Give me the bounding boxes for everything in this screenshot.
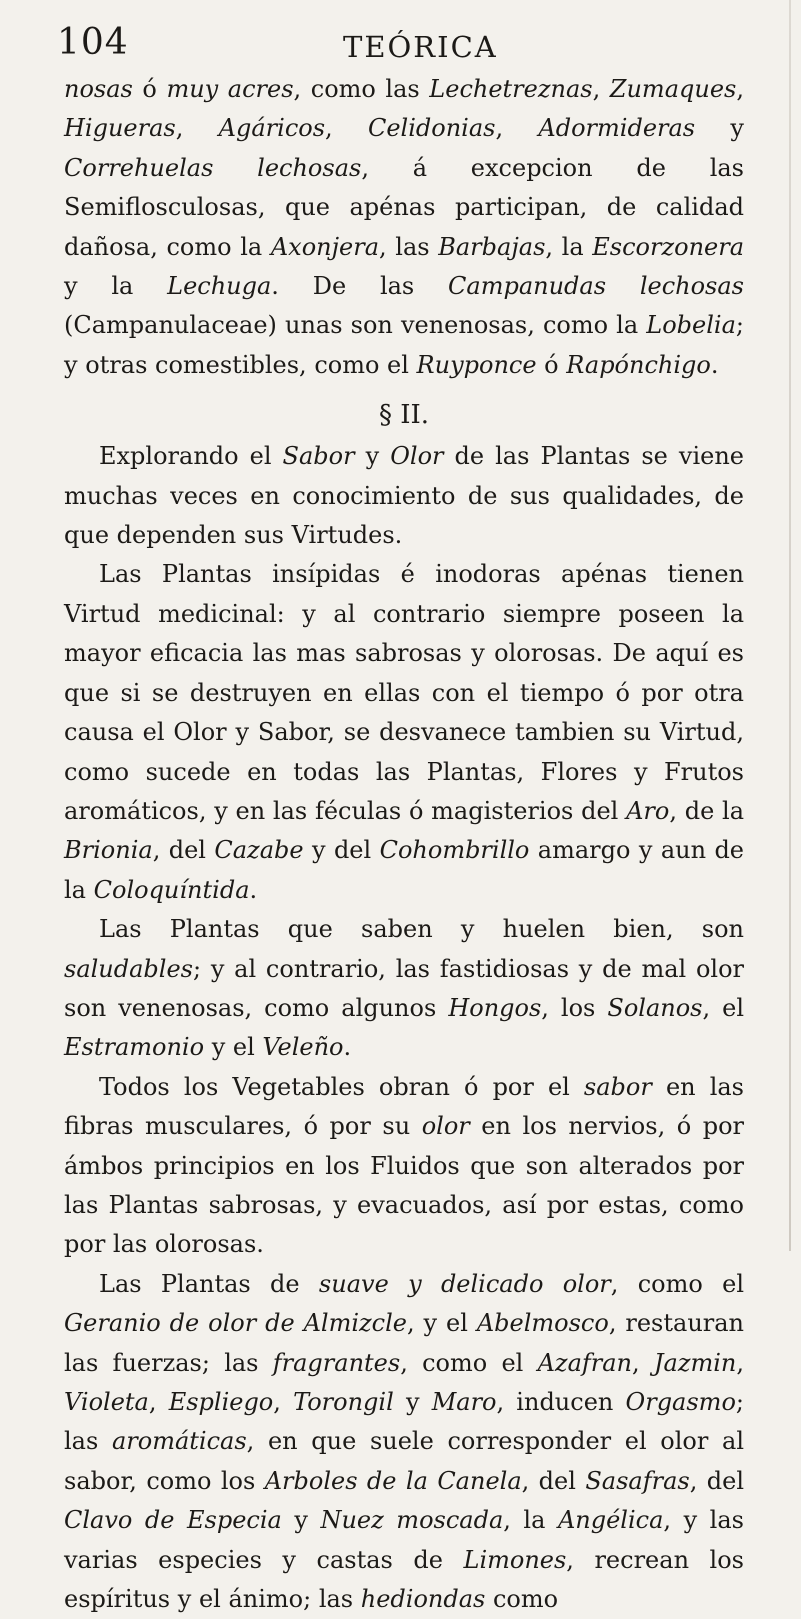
running-head: TEÓRICA	[343, 30, 498, 64]
text-run: amargo y aun de la	[64, 836, 745, 904]
italic-term: Maro	[431, 1388, 497, 1416]
italic-term: Axonjera	[270, 232, 380, 261]
text-run: , la	[503, 1506, 558, 1535]
italic-term: Zumaques	[609, 75, 737, 103]
italic-term: olor	[421, 1112, 470, 1141]
italic-term: Olor	[390, 442, 444, 471]
italic-term: suave y delicado olor	[318, 1269, 611, 1298]
italic-term: Veleño	[262, 1033, 344, 1062]
text-run: .	[710, 350, 719, 379]
italic-term: Jazmin	[653, 1348, 737, 1377]
page-number: 104	[57, 22, 129, 63]
italic-term: Clavo de Especia	[64, 1506, 282, 1535]
text-run: , como el	[400, 1348, 538, 1377]
italic-term: saludables	[64, 954, 193, 983]
text-run: , y las varias especies y castas de	[64, 1506, 744, 1574]
text-run: (Campanulaceae) unas son venenosas, como la	[64, 311, 647, 340]
italic-term: nosas	[64, 75, 133, 103]
text-run: , restauran las fuerzas; las	[64, 1309, 745, 1377]
text-run: en los nervios, ó por ámbos principios en los Fluidos que son alterados por las Plantas sabrosas, y evacuados, así por estas, como por las olorosas.	[64, 1112, 745, 1259]
text-run: ; y otras comestibles, como el	[64, 311, 744, 379]
text-run: , las	[379, 232, 439, 261]
italic-term: Sasafras	[585, 1466, 690, 1495]
text-run: y del	[303, 836, 380, 865]
paragraph-continuation	[64, 70, 744, 385]
text-run: , como el	[610, 1269, 744, 1298]
text-run: ,	[148, 1388, 169, 1416]
text-run: .	[249, 875, 258, 904]
text-run: ó	[132, 75, 167, 103]
italic-term: Solanos	[607, 993, 703, 1022]
italic-term: Barbajas	[438, 232, 546, 261]
italic-term: Correhuelas lechosas	[64, 153, 362, 182]
text-run: , de la	[669, 796, 745, 825]
text-run: , á excepcion de las Semiflosculosas, que apénas participan, de calidad dañosa, como la	[64, 153, 744, 261]
italic-term: Adormideras	[538, 114, 696, 143]
paragraph	[64, 1068, 744, 1265]
text-run: Todos los Vegetables obran ó por el	[99, 1072, 584, 1101]
text-run: ó	[536, 350, 567, 379]
text-run: , inducen	[496, 1388, 626, 1416]
italic-term: fragrantes	[272, 1348, 401, 1377]
italic-term: aromáticas	[111, 1427, 247, 1456]
paragraph	[64, 1265, 744, 1619]
text-run: .	[343, 1033, 352, 1062]
italic-term: Nuez moscada	[320, 1506, 504, 1535]
text-run: y el	[204, 1033, 263, 1062]
italic-term: Sabor	[282, 442, 355, 471]
paragraph	[64, 555, 744, 910]
text-run: en las fibras musculares, ó por su	[64, 1072, 744, 1141]
italic-term: hediondas	[360, 1585, 486, 1614]
text-run: , la	[545, 232, 593, 261]
text-run: , del	[521, 1466, 586, 1495]
text-run: y	[281, 1506, 321, 1535]
text-run: ; las	[64, 1388, 744, 1456]
italic-term: Agáricos	[218, 114, 326, 143]
italic-term: Cohombrillo	[379, 836, 530, 865]
italic-term: Brionia	[64, 836, 153, 865]
text-run: , el	[702, 993, 745, 1022]
text-run: , como las	[293, 75, 430, 103]
text-run: de las Plantas se viene muchas veces en conocimiento de sus qualidades, de que dependen sus Virtudes.	[64, 442, 744, 550]
text-run: Las Plantas insípidas é inodoras apénas tienen Virtud medicinal: y al contrario siempre poseen la mayor eficacia las mas sabrosas y olorosas. De aquí es que si se destruyen en ellas con el tiempo ó por otra causa el Olor y Sabor, se desvanece tambien su Virtud, como sucede en todas las Plantas, Flores y Frutos aromáticos, y en las féculas ó magisterios del	[64, 560, 744, 825]
italic-term: Higueras	[64, 114, 176, 143]
italic-term: Geranio de olor de Almizcle	[64, 1309, 407, 1338]
italic-term: Escorzonera	[592, 232, 745, 261]
text-run: Las Plantas de	[99, 1269, 319, 1298]
text-run: , recrean los espíritus y el ánimo; las	[64, 1545, 744, 1614]
text-run: Las Plantas que saben y huelen bien, son	[99, 915, 744, 944]
italic-term: muy acres	[166, 75, 294, 103]
italic-term: Lobelia	[646, 311, 736, 340]
text-run: como	[485, 1585, 559, 1614]
italic-term: Lechuga	[167, 272, 272, 301]
text-run: , del	[152, 836, 215, 865]
text-run: ,	[736, 75, 744, 103]
text-run: , los	[541, 993, 608, 1022]
italic-term: Arboles de la Canela	[264, 1466, 522, 1495]
text-run: , en que suele corresponder el olor al sabor, como los	[64, 1427, 744, 1495]
text-run: y	[354, 442, 391, 471]
italic-term: Coloquíntida	[93, 875, 250, 904]
paragraph	[64, 437, 744, 555]
italic-term: Rapónchigo	[566, 350, 711, 379]
text-run: ,	[495, 114, 539, 143]
italic-term: Aro	[626, 796, 670, 825]
italic-term: Abelmosco	[476, 1309, 609, 1338]
italic-term: Violeta	[64, 1388, 149, 1416]
text-run: ,	[325, 114, 368, 143]
italic-term: sabor	[583, 1072, 652, 1101]
page-header	[0, 20, 801, 72]
text-run: ,	[175, 114, 219, 143]
text-run: y	[695, 114, 744, 143]
text-run: ; y al contrario, las fastidiosas y de mal olor son venenosas, como algunos	[64, 954, 744, 1022]
italic-term: Hongos	[448, 993, 542, 1022]
italic-term: Orgasmo	[625, 1388, 736, 1416]
page-edge	[789, 0, 791, 1251]
text-run: y la	[64, 272, 168, 301]
text-run: ,	[632, 1348, 654, 1377]
text-run: , y el	[407, 1309, 477, 1338]
text-run: , del	[689, 1466, 745, 1495]
text-run: . De las	[271, 272, 449, 301]
text-run: ,	[273, 1388, 294, 1416]
body-text	[64, 70, 744, 1619]
italic-term: Limones	[463, 1545, 567, 1574]
italic-term: Angélica	[557, 1506, 664, 1535]
italic-term: Campanudas lechosas	[448, 272, 744, 301]
section-heading: § II.	[378, 400, 430, 431]
italic-term: Lechetreznas	[429, 75, 593, 103]
text-run: ,	[592, 75, 610, 103]
text-run: ,	[736, 1348, 744, 1377]
paragraph	[64, 910, 744, 1068]
italic-term: Estramonio	[64, 1033, 205, 1062]
text-run: y	[393, 1388, 432, 1416]
italic-term: Ruyponce	[416, 350, 537, 379]
italic-term: Torongil	[293, 1388, 394, 1416]
italic-term: Espliego	[168, 1388, 274, 1416]
text-run: Explorando el	[99, 442, 283, 471]
italic-term: Azafran	[537, 1348, 632, 1377]
italic-term: Celidonias	[367, 114, 496, 143]
italic-term: Cazabe	[214, 836, 304, 865]
